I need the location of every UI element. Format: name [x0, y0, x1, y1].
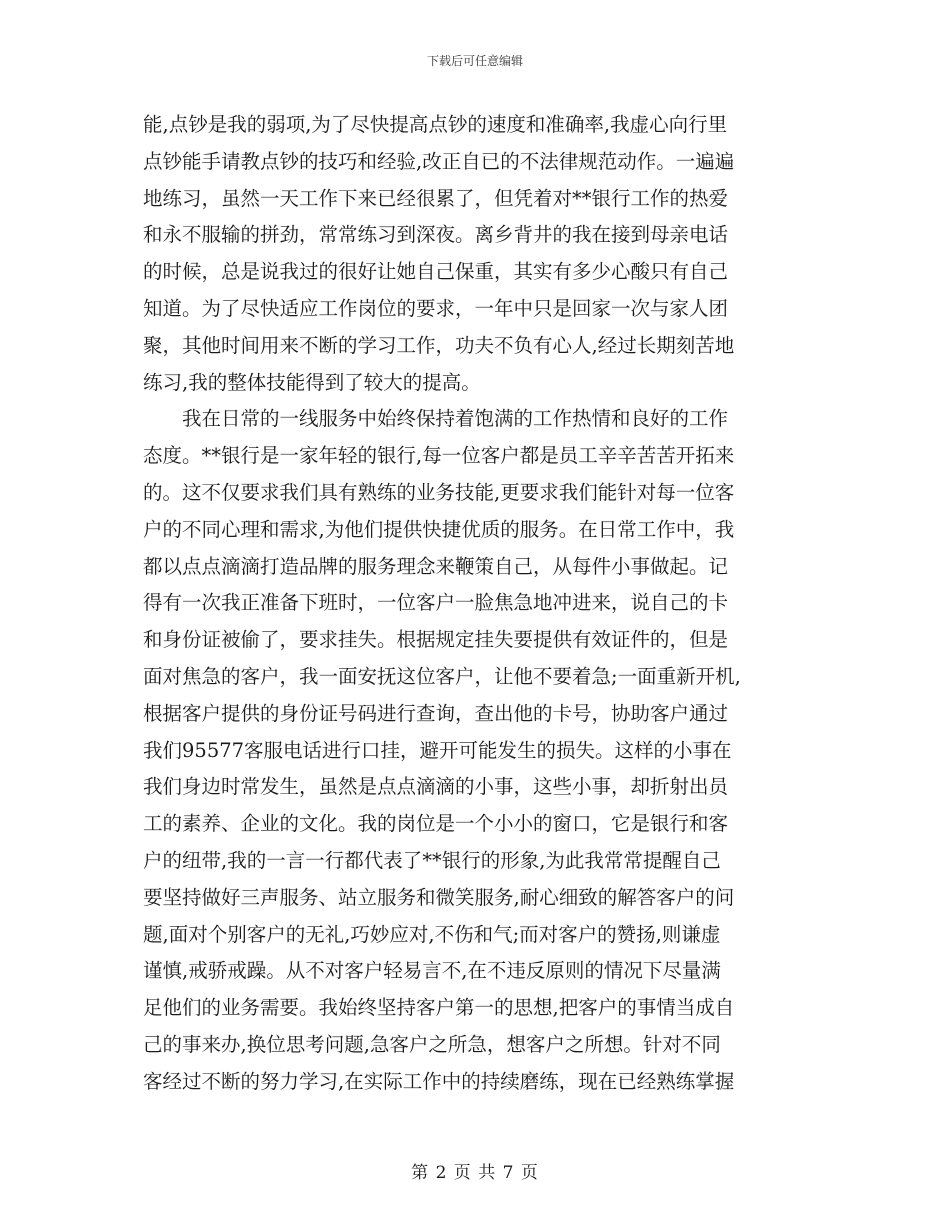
page-number-footer: 第 2 页 共 7 页: [411, 1163, 539, 1183]
text-line: 根据客户提供的身份证号码进行查询，查出他的卡号，协助客户通过: [143, 701, 729, 725]
page-header: 下载后可任意编辑: [426, 54, 523, 68]
text-line: 己的事来办,换位思考问题,急客户之所急，想客户之所想。针对不同: [143, 1032, 721, 1056]
text-line: 我们95577客服电话进行口挂，避开可能发生的损失。这样的小事在: [143, 738, 732, 762]
text-line: 能,点钞是我的弱项,为了尽快提高点钞的速度和准确率,我虚心向行里: [143, 113, 728, 136]
text-line: 练习,我的整体技能得到了较大的提高。: [143, 370, 481, 394]
text-line: 和身份证被偷了，要求挂失。根据规定挂失要提供有效证件的，但是: [143, 628, 729, 652]
text-line: 户的不同心理和需求,为他们提供快捷优质的服务。在日常工作中，我: [143, 517, 735, 541]
text-line: 要坚持做好三声服务、站立服务和微笑服务,耐心细致的解答客户的问: [143, 885, 735, 909]
document-body: [143, 107, 806, 1101]
text-line: 得有一次我正准备下班时，一位客户一脸焦急地冲进来，说自己的卡: [143, 591, 729, 615]
text-line: 题,面对个别客户的无礼,巧妙应对,不伤和气;而对客户的赞扬,则谦虚: [143, 922, 721, 946]
text-line: 都以点点滴滴打造品牌的服务理念来鞭策自己，从每件小事做起。记: [143, 554, 729, 578]
paragraph-start-line: 我在日常的一线服务中始终保持着饱满的工作热情和良好的工作: [182, 407, 729, 431]
text-line: 谨慎,戒骄戒躁。从不对客户轻易言不,在不违反原则的情况下尽量满: [143, 959, 721, 983]
text-line: 的。这不仅要求我们具有熟练的业务技能,更要求我们能针对每一位客: [143, 480, 735, 504]
text-line: 户的纽带,我的一言一行都代表了**银行的形象,为此我常常提醒自己: [143, 848, 721, 872]
text-line: 态度。**银行是一家年轻的银行,每一位客户都是员工辛辛苦苦开拓来: [143, 444, 735, 468]
text-line: 知道。为了尽快适应工作岗位的要求，一年中只是回家一次与家人团: [143, 296, 729, 320]
text-line: 我们身边时常发生，虽然是点点滴滴的小事，这些小事，却折射出员: [143, 775, 729, 799]
text-line: 地练习，虽然一天工作下来已经很累了，但凭着对**银行工作的热爱: [143, 186, 729, 210]
text-line: 足他们的业务需要。我始终坚持客户第一的思想,把客户的事情当成自: [143, 996, 735, 1020]
text-line: 和永不服输的拼劲，常常练习到深夜。离乡背井的我在接到母亲电话: [143, 223, 729, 247]
text-line: 点钞能手请教点钞的技巧和经验,改正自已的不法律规范动作。一遍遍: [143, 149, 735, 173]
text-line: 的时候，总是说我过的很好让她自己保重，其实有多少心酸只有自己: [143, 260, 729, 284]
text-line: 面对焦急的客户，我一面安抚这位客户，让他不要着急;一面重新开机,: [143, 664, 741, 688]
text-line: 工的素养、企业的文化。我的岗位是一个小小的窗口，它是银行和客: [143, 812, 729, 836]
text-line: 聚，其他时间用来不断的学习工作，功夫不负有心人,经过长期刻苦地: [143, 333, 735, 357]
text-line: 客经过不断的努力学习,在实际工作中的持续磨练，现在已经熟练掌握: [143, 1069, 735, 1093]
